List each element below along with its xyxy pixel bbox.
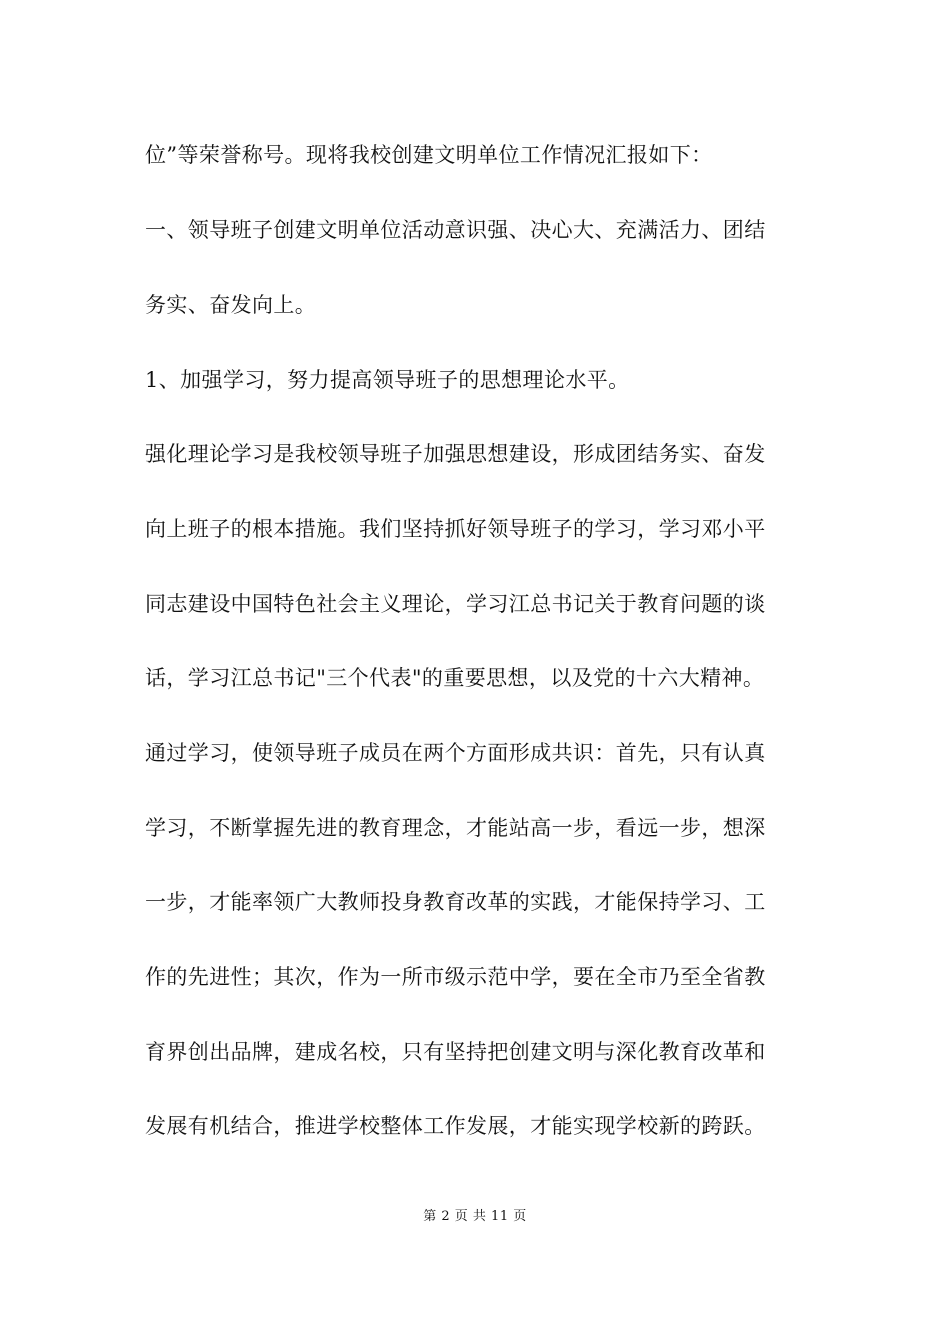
text-line: 话，学习江总书记"三个代表"的重要思想，以及党的十六大精神。 <box>145 666 765 690</box>
text-line: 育界创出品牌，建成名校，只有坚持把创建文明与深化教育改革和 <box>145 1040 766 1064</box>
text-line: 通过学习，使领导班子成员在两个方面形成共识：首先，只有认真 <box>145 741 766 765</box>
section-heading: 一、领导班子创建文明单位活动意识强、决心大、充满活力、团结 <box>145 218 766 242</box>
text-line: 发展有机结合，推进学校整体工作发展，才能实现学校新的跨跃。 <box>145 1114 766 1138</box>
text-line: 向上班子的根本措施。我们坚持抓好领导班子的学习，学习邓小平 <box>145 517 766 541</box>
text-line: 作的先进性；其次，作为一所市级示范中学，要在全市乃至全省教 <box>145 965 766 989</box>
subsection-heading: 1、加强学习，努力提高领导班子的思想理论水平。 <box>145 368 630 392</box>
text-line: 一步，才能率领广大教师投身教育改革的实践，才能保持学习、工 <box>145 890 766 914</box>
text-line: 位”等荣誉称号。现将我校创建文明单位工作情况汇报如下： <box>145 143 713 167</box>
text-line: 强化理论学习是我校领导班子加强思想建设，形成团结务实、奋发 <box>145 442 766 466</box>
text-line: 同志建设中国特色社会主义理论，学习江总书记关于教育问题的谈 <box>145 592 766 616</box>
section-heading-continued: 务实、奋发向上。 <box>145 293 317 317</box>
text-line: 学习，不断掌握先进的教育理念，才能站高一步，看远一步，想深 <box>145 816 766 840</box>
page-number-footer: 第 2 页 共 11 页 <box>423 1209 527 1224</box>
